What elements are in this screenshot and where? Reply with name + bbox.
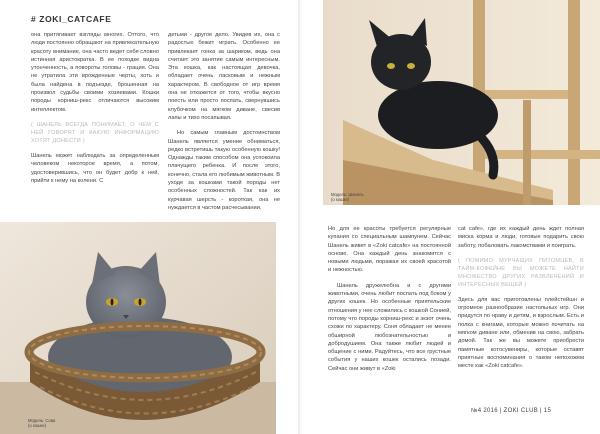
grey-cat-photo — [0, 222, 276, 434]
left-column-1 — [31, 31, 159, 192]
paragraph: Шанель дружелюбна и с другими животными, очень любит поспать под боком у других кошек. Но особенные приятельские отношения у нее сложились с кошкой Сонией, потому что породы корниш-рекс и экзот очень схожи по характеру. Соня обладает не менее обширной любознательностью и добродушием. Она также любит людей и общение с ними. Радуйтесь, что все грустные события у наших кошек остались позади. Сейчас они живут в «Zoki — [328, 282, 451, 372]
black-cat-photo — [323, 0, 600, 205]
paragraph: Здесь для вас приготовлены плейстейшн и огромное разнообразие настольных игр. Они придутся по нраву и детям, и взрослым. Есть и полка с книгами, которые можно почитать на мягком диване или, обменив на свою, забрать домой. Так же вы можете приобрести памятные котосувениры, которые оставят приятные воспоминания о таком непохожем месте как «Zoki catcafe». — [458, 296, 584, 370]
right-column-1 — [328, 225, 451, 380]
photo-caption: Модель: Шанель (о кошке) — [331, 192, 364, 202]
section-tag: # ZOKI_CATCAFE — [31, 14, 112, 24]
paragraph: она притягивает взгляды многих. Оттого, что люди постоянно обращают на привлекательную красоту внимание, она часто ведет себя словно истинная аристократка. В ее походке видна утонченность, а повороты головы - грация. Она не утратила эти врожденные черты, хоть и была найдена в подъезде, брошенная на произвол судьбы своими хозяевами. Кошки породы корниш-рекс отличаются высоким интеллектом. — [31, 32, 159, 113]
left-column-2 — [168, 31, 280, 219]
pull-quote: ( ШАНЕЛЬ ВСЕГДА ПОНИМАЕТ, О ЧЕМ С НЕЙ ГОВОРЯТ И КАКУЮ ИНФОРМАЦИЮ ХОТЯТ ДОНЕСТИ ) — [31, 121, 159, 144]
paragraph: cat cafe», где их каждый день ждет полная миска корма и люди, готовые подарить свою заботу, побаловать лакомствами и поиграть. — [458, 226, 584, 249]
paragraph: Шанель может наблюдать за определенным человеком некоторое время, а потом, удостоверившись, что он будет добр к ней, прийти к нему на колени. С — [31, 152, 159, 184]
black-cat-illustration — [323, 0, 600, 205]
right-column-2 — [458, 225, 584, 378]
paragraph: Но самым главным достоинством Шанель является умение обниматься, редко встретишь такую особенную кошку! Однажды таким способом она успокоила плачущего ребенка. И после этого, конечно, стала его любимым животным. В уходе за кошками такой породы нет особенных сложностей. Так как их курчавая шерсть - короткая, она не нуждается в частом расчесывании. — [168, 130, 280, 211]
page-folio: №4 2016 | ZOKI CLUB | 15 — [471, 408, 552, 414]
pull-quote: ( ПОМИМО МУРЧАЩИХ ПИТОМЦЕВ, В ТАЙМ-КОФЕЙНЕ ВЫ МОЖЕТЕ НАЙТИ МНОЖЕСТВО ДРУГИХ РАЗВЛЕЧЕНИЙ И ИНТЕРЕСНЫХ ВЕЩЕЙ ) — [458, 257, 584, 288]
photo-caption: Модель: Сова (о кошке) — [28, 418, 56, 428]
paragraph: детьми - другое дело. Увидев их, она с радостью бежит играть. Особенно ее привлекает гонка за шариком, ведь она считает это занятие самым интересным. Эта кошка, как настоящая девочка, обладает очень ласковым и нежным характером. В свободное от игр время она не откажется от того, чтобы вкусно поесть или просто поспать, свернувшись клубочком на мягком диване, свесив лапы и тихо посапывая. — [168, 32, 280, 121]
page-spine — [298, 0, 302, 434]
grey-cat-illustration — [0, 222, 276, 434]
right-page — [300, 0, 600, 434]
paragraph: Но для ее красоты требуется регулярные купания со специальным шампунем. Сейчас Шанель живет в «Zoki catcafe» на постоянной основе. Она каждый день знакомится с новыми людьми, поражая их своей красотой и нежностью. — [328, 226, 451, 274]
